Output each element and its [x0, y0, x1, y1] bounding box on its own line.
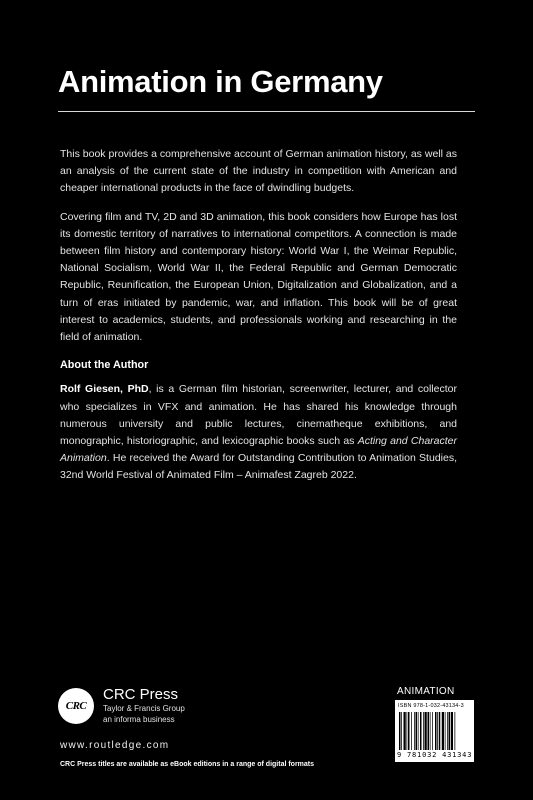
publisher-block — [58, 686, 185, 725]
subject-category: ANIMATION — [397, 686, 455, 697]
isbn-label: ISBN 978-1-032-43134-3 — [398, 703, 464, 709]
barcode-digits: 9 781032 431343 — [397, 751, 473, 759]
author-bio-text-2: . He received the Award for Outstanding Contribution to Animation Studies, 32nd World Festival of Animated Film – Animafest Zagreb 2022. — [60, 452, 457, 482]
logo-text: CRC — [65, 699, 87, 712]
title-divider — [58, 111, 475, 112]
description-paragraph-1: This book provides a comprehensive account of German animation history, as well as an analysis of the current state of the industry in competition with American and cheaper international products in the face of dwindling budgets. — [60, 148, 457, 195]
crc-press-logo-icon — [58, 688, 94, 724]
about-author-heading: About the Author — [60, 359, 149, 372]
book-title: Animation in Germany — [58, 64, 383, 99]
author-bio — [60, 381, 457, 484]
barcode-icon — [399, 712, 470, 750]
author-name: Rolf Giesen, PhD — [60, 383, 149, 396]
description-paragraph-2: Covering film and TV, 2D and 3D animation, this book considers how Europe has lost its domestic territory of narratives to international competitors. A connection is made between film history and contemporary history: World War I, the Weimar Republic, National Socialism, World War II, the Federal Republic and German Democratic Republic, Reunification, the European Union, Digitalization and Globalization, and a turn of eras initiated by pandemic, war, and inflation. This book will be of great interest to academics, students, and professionals working and researching in the field of animation. — [60, 210, 457, 344]
publisher-business: an informa business — [103, 715, 175, 724]
isbn-barcode — [395, 700, 474, 762]
publisher-text — [103, 686, 185, 725]
publisher-name: CRC Press — [103, 686, 179, 703]
book-reference: Acting and Character Animation — [60, 435, 457, 465]
ebook-note: CRC Press titles are available as eBook editions in a range of digital formats — [60, 761, 315, 768]
publisher-website: www.routledge.com — [60, 740, 170, 751]
publisher-group: Taylor & Francis Group — [103, 704, 185, 713]
back-cover-copy — [60, 146, 457, 496]
author-bio-text-1: , is a German film historian, screenwriter, lecturer, and collector who specializes in VFX and animation. He has shared his knowledge through numerous university and public lectures, cinematheque exhibitions, and monographic, historiographic, and lexicographic books such as — [60, 383, 457, 448]
